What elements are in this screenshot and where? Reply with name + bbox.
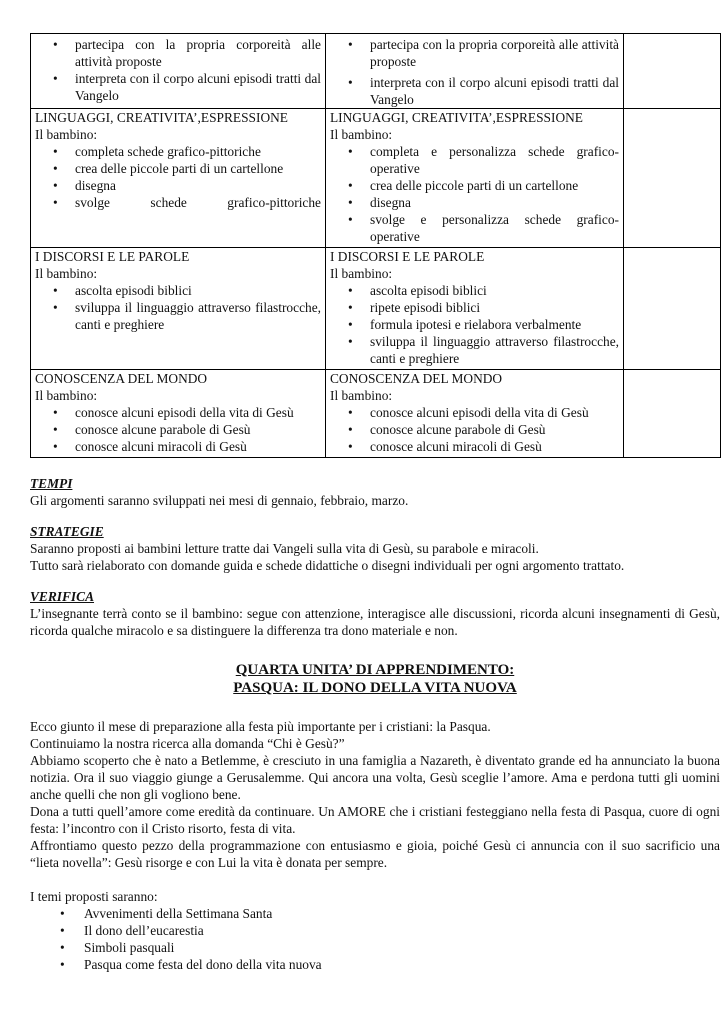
list-item: • conosce alcuni miracoli di Gesù: [51, 438, 321, 455]
table-cell-left: [31, 34, 326, 109]
subject-label: Il bambino:: [330, 388, 393, 403]
list-item: • svolge schede grafico-pittoriche: [51, 194, 321, 211]
list-item: • conosce alcune parabole di Gesù: [51, 421, 321, 438]
paragraph: Continuiamo la nostra ricerca alla domanda “Chi è Gesù?”: [30, 736, 345, 751]
subject-label: Il bambino:: [35, 266, 98, 281]
table-cell-right: [326, 370, 624, 458]
list-item: • disegna: [346, 194, 619, 211]
bullet-list: [35, 36, 321, 104]
section-title: TEMPI: [30, 476, 73, 491]
table-row: [31, 248, 721, 370]
themes-intro: I temi proposti saranno:: [30, 889, 158, 904]
paragraph: Affrontiamo questo pezzo della programmazione con entusiasmo e gioia, poiché Gesù ci annuncia con il suo sacrificio una “lieta novella”: Gesù risorge e con Lui la vita è donata per sempre.: [30, 838, 720, 870]
bullet-list: [35, 404, 321, 455]
tempi-section: [30, 475, 720, 509]
table-cell-left: [31, 248, 326, 370]
table-row: [31, 370, 721, 458]
themes-section: [30, 888, 720, 973]
paragraph: L’insegnante terrà conto se il bambino: segue con attenzione, interagisce alle discussioni, ricorda alcuni insegnamenti di Gesù, ricorda qualche miracolo e sa distinguere la differenza tra dono materiale e non.: [30, 606, 720, 638]
section-heading: I DISCORSI E LE PAROLE: [35, 249, 190, 264]
table-cell-empty: [624, 370, 721, 458]
bullet-list: [330, 143, 619, 245]
list-item: • completa e personalizza schede grafico-operative: [346, 143, 619, 177]
list-item: • ascolta episodi biblici: [346, 282, 619, 299]
list-item: • Simboli pasquali: [60, 939, 720, 956]
list-item: • Pasqua come festa del dono della vita nuova: [60, 956, 720, 973]
table-cell-left: [31, 109, 326, 248]
list-item: • crea delle piccole parti di un cartellone: [346, 177, 619, 194]
list-item: • ripete episodi biblici: [346, 299, 619, 316]
list-item: • partecipa con la propria corporeità alle attività proposte: [346, 36, 619, 70]
list-item: • conosce alcuni episodi della vita di Gesù: [51, 404, 321, 421]
list-item: • interpreta con il corpo alcuni episodi tratti dal Vangelo: [51, 70, 321, 104]
section-heading: LINGUAGGI, CREATIVITA’,ESPRESSIONE: [35, 110, 288, 125]
section-heading: I DISCORSI E LE PAROLE: [330, 249, 485, 264]
subject-label: Il bambino:: [330, 266, 393, 281]
bullet-list: [330, 404, 619, 455]
list-item: • sviluppa il linguaggio attraverso filastrocche, canti e preghiere: [51, 299, 321, 333]
paragraph: Ecco giunto il mese di preparazione alla festa più importante per i cristiani: la Pasqua.: [30, 719, 491, 734]
paragraph: Dona a tutti quell’amore come eredità da continuare. Un AMORE che i cristiani festeggiano nella festa di Pasqua, cuore di ogni festa: l’incontro con il Cristo risorto, festa di vita.: [30, 804, 720, 836]
list-item: • conosce alcuni episodi della vita di Gesù: [346, 404, 619, 421]
table-cell-left: [31, 370, 326, 458]
bullet-list: [330, 282, 619, 367]
bullet-list: [35, 282, 321, 333]
objectives-table: [30, 33, 721, 458]
bullet-list: [35, 143, 321, 211]
bullet-list: [330, 36, 619, 108]
verifica-section: [30, 588, 720, 639]
subject-label: Il bambino:: [35, 388, 98, 403]
table-cell-right: [326, 34, 624, 109]
list-item: • crea delle piccole parti di un cartellone: [51, 160, 321, 177]
table-cell-empty: [624, 109, 721, 248]
intro-section: [30, 718, 720, 871]
list-item: • conosce alcune parabole di Gesù: [346, 421, 619, 438]
list-item: • Il dono dell’eucarestia: [60, 922, 720, 939]
list-item: • completa schede grafico-pittoriche: [51, 143, 321, 160]
section-heading: LINGUAGGI, CREATIVITA’,ESPRESSIONE: [330, 110, 583, 125]
section-heading: CONOSCENZA DEL MONDO: [330, 371, 503, 386]
subject-label: Il bambino:: [35, 127, 98, 142]
strategie-section: [30, 523, 720, 574]
unit-title: [30, 661, 720, 697]
table-cell-empty: [624, 248, 721, 370]
table-row: [31, 109, 721, 248]
paragraph: Abbiamo scoperto che è nato a Betlemme, è cresciuto in una famiglia a Nazareth, è diventato grande ed ha annunciato la buona notizia. Ora il suo viaggio giunge a Gerusalemme. Qui ancora una volta, Gesù sceglie l’amore. Ama e perdona tutti gli uomini anche quelli che non gli vogliono bene.: [30, 753, 720, 802]
table-cell-right: [326, 109, 624, 248]
section-heading: CONOSCENZA DEL MONDO: [35, 371, 208, 386]
section-title: VERIFICA: [30, 589, 95, 604]
list-item: • partecipa con la propria corporeità alle attività proposte: [51, 36, 321, 70]
paragraph: Tutto sarà rielaborato con domande guida e schede didattiche o disegni individuali per ogni argomento trattato.: [30, 558, 625, 573]
document-page: [30, 33, 720, 973]
table-cell-right: [326, 248, 624, 370]
unit-title-line: PASQUA: IL DONO DELLA VITA NUOVA: [233, 680, 517, 696]
paragraph: Saranno proposti ai bambini letture tratte dai Vangeli sulla vita di Gesù, su parabole e miracoli.: [30, 541, 539, 556]
section-title: STRATEGIE: [30, 524, 104, 539]
themes-list: [30, 905, 720, 973]
list-item: • svolge e personalizza schede grafico-operative: [346, 211, 619, 245]
subject-label: Il bambino:: [330, 127, 393, 142]
unit-title-line: QUARTA UNITA’ DI APPRENDIMENTO:: [235, 662, 515, 678]
list-item: • Avvenimenti della Settimana Santa: [60, 905, 720, 922]
list-item: • ascolta episodi biblici: [51, 282, 321, 299]
table-cell-empty: [624, 34, 721, 109]
paragraph: Gli argomenti saranno sviluppati nei mesi di gennaio, febbraio, marzo.: [30, 493, 409, 508]
table-row: [31, 34, 721, 109]
list-item: • conosce alcuni miracoli di Gesù: [346, 438, 619, 455]
list-item: • sviluppa il linguaggio attraverso filastrocche, canti e preghiere: [346, 333, 619, 367]
list-item: • interpreta con il corpo alcuni episodi tratti dal Vangelo: [346, 74, 619, 108]
list-item: • disegna: [51, 177, 321, 194]
list-item: • formula ipotesi e rielabora verbalmente: [346, 316, 619, 333]
